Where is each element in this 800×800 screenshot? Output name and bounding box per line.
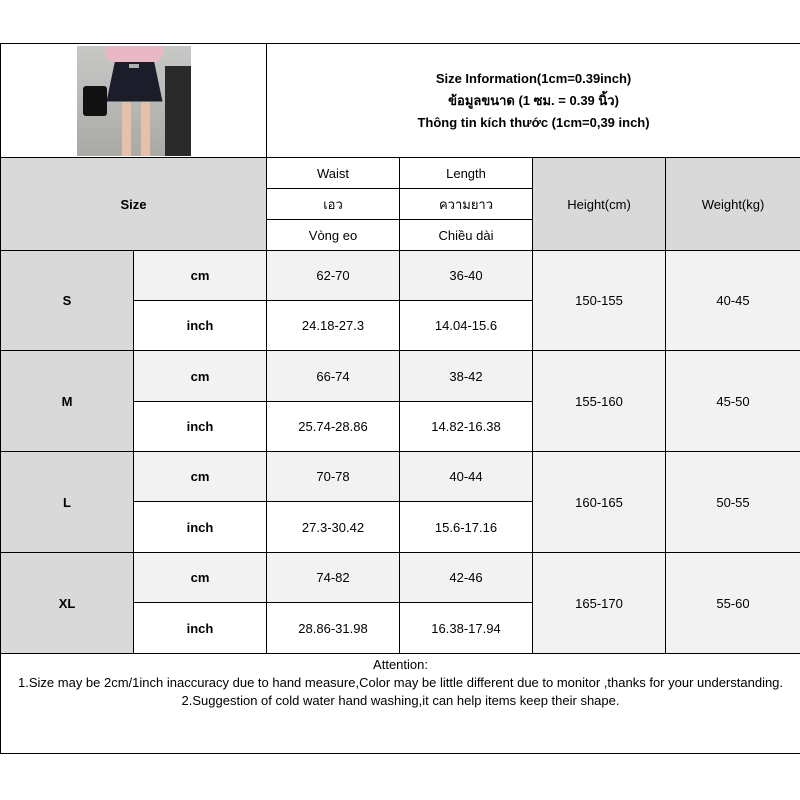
unit-cm-label: cm (134, 251, 267, 301)
product-image-cell (1, 44, 267, 158)
height-value: 160-165 (533, 452, 666, 553)
waist-cm: 62-70 (267, 251, 400, 301)
size-label: XL (1, 553, 134, 654)
waist-cm: 74-82 (267, 553, 400, 603)
title-cell (267, 44, 800, 158)
waist-inch: 27.3-30.42 (267, 502, 400, 553)
length-inch: 16.38-17.94 (400, 603, 533, 654)
unit-inch-label: inch (134, 502, 267, 553)
waist-inch: 25.74-28.86 (267, 402, 400, 452)
waist-cm: 66-74 (267, 351, 400, 402)
attention-notes (1, 654, 800, 754)
attention-line-1: 1.Size may be 2cm/1inch inaccuracy due to hand measure,Color may be little different due to monitor ,thanks for your understanding. (18, 675, 784, 690)
waist-cm: 70-78 (267, 452, 400, 502)
waist-inch: 28.86-31.98 (267, 603, 400, 654)
weight-value: 55-60 (666, 553, 800, 654)
size-header: Size (1, 158, 267, 251)
title-thai: ข้อมูลขนาด (1 ซม. = 0.39 นิ้ว) (448, 92, 619, 108)
title-english: Size Information(1cm=0.39inch) (435, 70, 632, 86)
length-cm: 40-44 (400, 452, 533, 502)
unit-cm-label: cm (134, 553, 267, 603)
product-photo (77, 46, 191, 156)
length-inch: 14.82-16.38 (400, 402, 533, 452)
length-header-th: ความยาว (400, 189, 533, 220)
waist-header-en: Waist (267, 158, 400, 189)
unit-inch-label: inch (134, 603, 267, 654)
height-value: 155-160 (533, 351, 666, 452)
length-cm: 36-40 (400, 251, 533, 301)
weight-value: 45-50 (666, 351, 800, 452)
length-inch: 15.6-17.16 (400, 502, 533, 553)
attention-line-2: 2.Suggestion of cold water hand washing,it can help items keep their shape. (181, 693, 620, 708)
waist-inch: 24.18-27.3 (267, 301, 400, 351)
height-value: 165-170 (533, 553, 666, 654)
waist-header-vi: Vòng eo (267, 220, 400, 251)
height-header: Height(cm) (533, 158, 666, 251)
length-header-en: Length (400, 158, 533, 189)
length-cm: 42-46 (400, 553, 533, 603)
size-label: L (1, 452, 134, 553)
unit-inch-label: inch (134, 402, 267, 452)
size-label: M (1, 351, 134, 452)
length-header-vi: Chiều dài (400, 220, 533, 251)
length-inch: 14.04-15.6 (400, 301, 533, 351)
title-vietnamese: Thông tin kích thước (1cm=0,39 inch) (417, 114, 650, 130)
unit-cm-label: cm (134, 452, 267, 502)
height-value: 150-155 (533, 251, 666, 351)
weight-header: Weight(kg) (666, 158, 800, 251)
weight-value: 50-55 (666, 452, 800, 553)
size-label: S (1, 251, 134, 351)
attention-heading: Attention: (373, 657, 428, 672)
size-table (0, 43, 800, 754)
length-cm: 38-42 (400, 351, 533, 402)
unit-inch-label: inch (134, 301, 267, 351)
unit-cm-label: cm (134, 351, 267, 402)
waist-header-th: เอว (267, 189, 400, 220)
size-chart (0, 43, 800, 754)
weight-value: 40-45 (666, 251, 800, 351)
